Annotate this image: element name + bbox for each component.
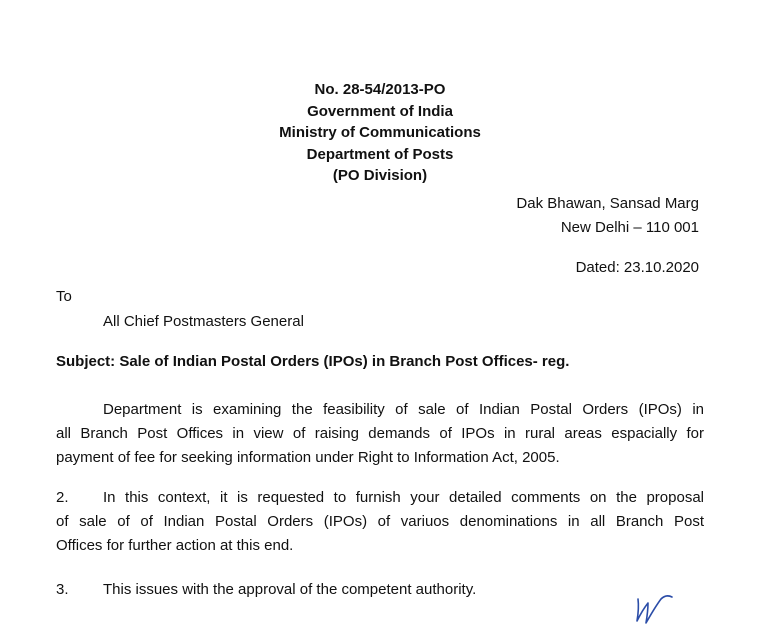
paragraph-1-line: payment of fee for seeking information under Right to Information Act, 2005. xyxy=(56,449,560,466)
paragraph-2-number: 2. xyxy=(56,489,69,506)
subject-line: Subject: Sale of Indian Postal Orders (IPOs) in Branch Post Offices- reg. xyxy=(56,353,570,370)
paragraph-2-first-line xyxy=(56,486,704,510)
paragraph-3-number: 3. xyxy=(56,581,69,598)
paragraph-3 xyxy=(56,578,704,602)
paragraph-1-line: all Branch Post Offices in view of raising demands of IPOs in rural areas espacially for xyxy=(56,425,704,442)
paragraph-2-line: Offices for further action at this end. xyxy=(56,537,294,554)
government-line: Government of India xyxy=(307,102,453,120)
paragraph-2-line: of sale of of Indian Postal Orders (IPOs) of variuos denominations in all Branch Post xyxy=(56,513,704,530)
paragraph-2-line: In this context, it is requested to furnish your detailed comments on the proposal xyxy=(103,489,704,506)
division-line: (PO Division) xyxy=(332,167,428,184)
ministry-line: Ministry of Communications xyxy=(279,124,481,141)
sender-address xyxy=(516,192,699,240)
file-number: No. 28-54/2013-PO xyxy=(314,81,446,98)
signature-icon xyxy=(630,591,686,627)
paragraph-3-line xyxy=(56,578,704,602)
to-label: To xyxy=(56,288,72,305)
address-line-2: New Delhi – 110 001 xyxy=(560,219,699,236)
recipient: All Chief Postmasters General xyxy=(103,313,304,330)
letter-header xyxy=(220,79,540,187)
date-line: Dated: 23.10.2020 xyxy=(575,259,699,276)
paragraph-2 xyxy=(56,486,704,558)
paragraph-1 xyxy=(56,398,704,470)
paragraph-3-text: This issues with the approval of the competent authority. xyxy=(103,581,477,598)
paragraph-1-line: Department is examining the feasibility of sale of Indian Postal Orders (IPOs) in xyxy=(103,401,704,418)
department-line: Department of Posts xyxy=(306,145,454,163)
address-line-1: Dak Bhawan, Sansad Marg xyxy=(516,195,699,212)
